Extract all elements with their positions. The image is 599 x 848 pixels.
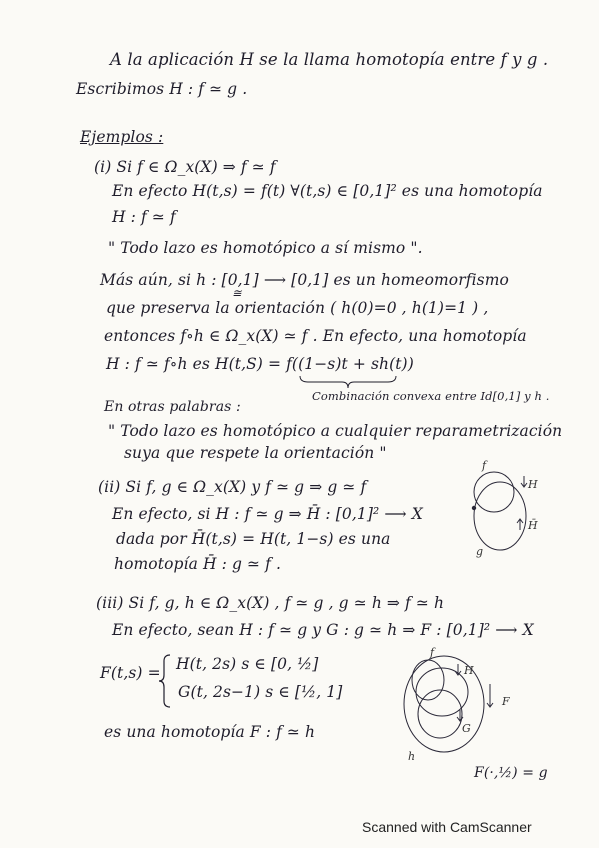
reparam-quote-2: suya que respete la orientación " (124, 444, 387, 462)
fig-iii-H: H (464, 664, 474, 677)
example-iii-line-1: En efecto, sean H : f ≃ g y G : g ≃ h ⇒ F : [0,1]² ⟶ X (112, 621, 534, 639)
notation-line: Escribimos H : f ≃ g . (76, 80, 248, 98)
example-ii-statement: (ii) Si f, g ∈ Ω_x(X) y f ≃ g ⇒ g ≃ f (98, 478, 367, 496)
underbrace-convex (298, 374, 398, 390)
example-i-line-1: En efecto H(t,s) = f(t) ∀(t,s) ∈ [0,1]² es una homotopía (112, 182, 543, 200)
examples-heading: Ejemplos : (80, 128, 164, 146)
example-i-statement: (i) Si f ∈ Ω_x(X) ⇒ f ≃ f (94, 158, 276, 176)
left-brace (158, 653, 172, 709)
example-i-quote: " Todo lazo es homotópico a sí mismo ". (108, 239, 423, 257)
fig-iii-f: f (430, 646, 435, 659)
F-definition-lhs: F(t,s) = (100, 664, 161, 682)
loops-diagram-ii (468, 458, 548, 558)
F-case-1: H(t, 2s) s ∈ [0, ½] (176, 655, 319, 673)
homeomorphism-line: Más aún, si h : [0,1] ⟶ [0,1] es un homeomorfismo (100, 271, 509, 289)
fig-ii-H: H (528, 478, 538, 491)
fig-ii-g: g (476, 545, 484, 558)
homotopy-formula-line: H : f ≃ f∘h es H(t,S) = f((1−s)t + sh(t)) (106, 355, 414, 373)
loops-diagram-iii (398, 648, 508, 758)
orientation-line: que preserva la orientación ( h(0)=0 , h(1)=1 ) , (106, 299, 489, 317)
fig-ii-f: f (482, 459, 487, 472)
conclusion-line: es una homotopía F : f ≃ h (104, 723, 316, 741)
example-ii-line-2: dada por H̄(t,s) = H(t, 1−s) es una (116, 530, 391, 548)
F-half-equals-g: F(·,½) = g (474, 765, 548, 781)
fig-ii-Hbar: H̄ (528, 519, 538, 532)
in-other-words: En otras palabras : (104, 399, 241, 415)
example-i-line-2: H : f ≃ f (112, 208, 176, 226)
fig-iii-h: h (408, 750, 416, 763)
reparam-line: entonces f∘h ∈ Ω_x(X) ≃ f . En efecto, una homotopía (104, 327, 527, 345)
reparam-quote-1: " Todo lazo es homotópico a cualquier reparametrización (108, 422, 563, 440)
fig-iii-F: F (502, 695, 510, 708)
definition-line: A la aplicación H se la llama homotopía entre f y g . (110, 50, 549, 69)
example-ii-line-3: homotopía H̄ : g ≃ f . (114, 555, 281, 573)
example-iii-statement: (iii) Si f, g, h ∈ Ω_x(X) , f ≃ g , g ≃ h ⇒ f ≃ h (96, 594, 445, 612)
scanner-watermark: Scanned with CamScanner (362, 819, 532, 835)
convex-combination-note: Combinación convexa entre Id[0,1] y h . (312, 389, 550, 403)
example-ii-line-1: En efecto, si H : f ≃ g ⇒ H̄ : [0,1]² ⟶ X (112, 505, 423, 523)
homeo-mark: ≅ (232, 286, 242, 300)
F-case-2: G(t, 2s−1) s ∈ [½, 1] (178, 683, 343, 701)
fig-iii-G: G (462, 722, 471, 735)
